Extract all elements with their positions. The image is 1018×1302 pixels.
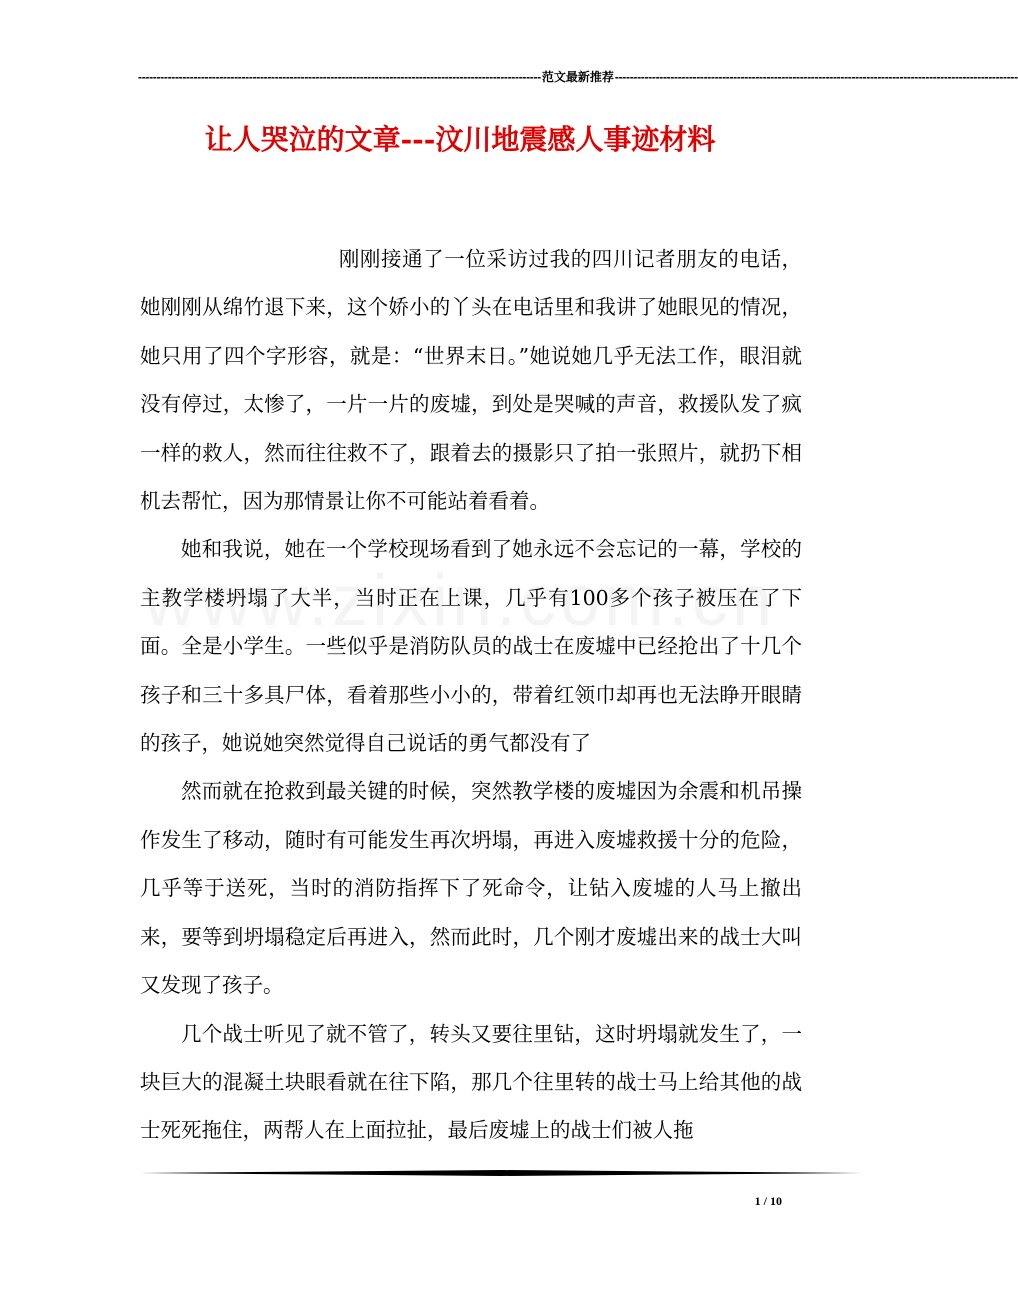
document-body (140, 235, 802, 1155)
header-label: 范文最新推荐 (541, 70, 614, 84)
document-title: 让人哭泣的文章---汶川地震感人事迹材料 (204, 123, 716, 156)
paragraph-1: 刚刚接通了一位采访过我的四川记者朋友的电话，她刚刚从绵竹退下来，这个娇小的丫头在电话里和我讲了她眼见的情况，她只用了四个字形容，就是：“世界末日。”她说她几乎无法工作，眼泪就没有停过，太惨了，一片一片的废墟，到处是哭喊的声音，救援队发了疯一样的救人，然而往往救不了，跟着去的摄影只了拍一张照片，就扔下相机去帮忙，因为那情景让你不可能站着看着。 (140, 247, 802, 514)
paragraph-4: 几个战士听见了就不管了，转头又要往里钻，这时坍塌就发生了，一块巨大的混凝土块眼看就在往下陷，那几个往里转的战士马上给其他的战士死死拖住，两帮人在上面拉扯，最后废墟上的战士们被人拖 (140, 1021, 802, 1143)
header-dashes-left: ------------------------------------------------------------------------------------------------------------- (138, 70, 541, 84)
footer-rule (140, 1170, 862, 1176)
header-dashes-right: ------------------------------------------------------------------------------------------------------------- (614, 70, 1018, 84)
paragraph-3: 然而就在抢救到最关键的时候，突然教学楼的废墟因为余震和机吊操作发生了移动，随时有可能发生再次坍塌，再进入废墟救援十分的危险，几乎等于送死，当时的消防指挥下了死命令，让钻入废墟的人马上撤出来，要等到坍塌稳定后再进入，然而此时，几个刚才废墟出来的战士大叫又发现了孩子。 (140, 779, 802, 998)
page-number: 1 / 10 (754, 1194, 782, 1208)
paragraph-2: 她和我说，她在一个学校现场看到了她永远不会忘记的一幕，学校的主教学楼坍塌了大半，当时正在上课，几乎有100多个孩子被压在了下面。全是小学生。一些似乎是消防队员的战士在废墟中已经抢出了十几个孩子和三十多具尸体，看着那些小小的，带着红领巾却再也无法睁开眼睛的孩子，她说她突然觉得自己说话的勇气都没有了 (140, 537, 802, 756)
page-header (138, 68, 1018, 86)
